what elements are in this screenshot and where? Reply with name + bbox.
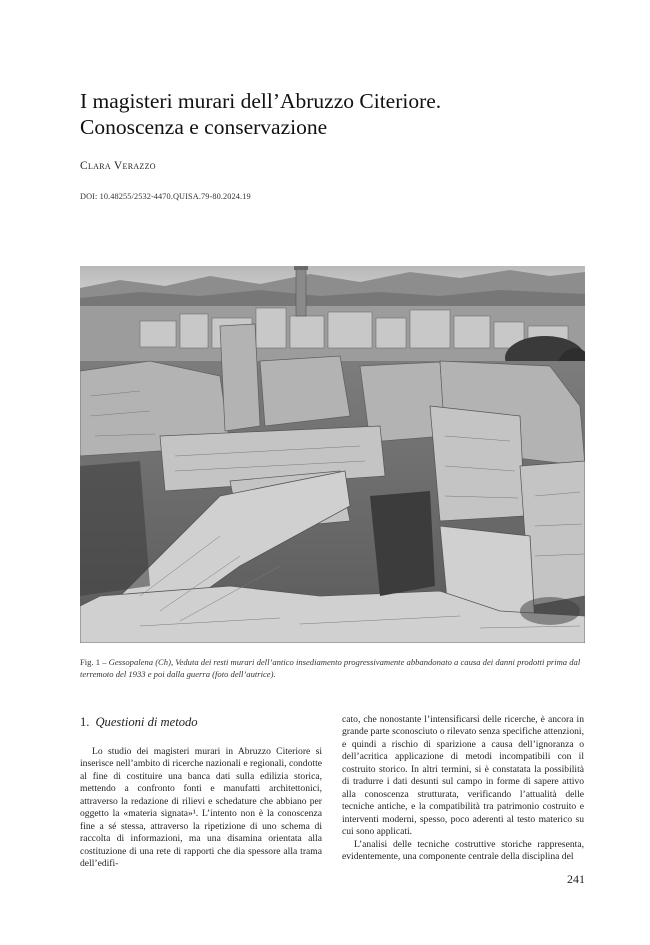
ruins-photo-illustration (80, 266, 585, 643)
doi-line: DOI: 10.48255/2532-4470.QUISA.79-80.2024.19 (80, 192, 251, 201)
page-number: 241 (567, 872, 585, 886)
title-line-1: I magisteri murari dell’Abruzzo Citeriore. (80, 89, 442, 113)
body-column-right (342, 714, 584, 863)
paragraph-right-2: L’analisi delle tecniche costruttive storiche rappresenta, evidentemente, una componente centrale della disciplina del (342, 838, 584, 862)
figure-caption (80, 656, 585, 680)
caption-place: Gessopalena (Ch) (108, 657, 171, 667)
paragraph-left: Lo studio dei magisteri murari in Abruzzo Citeriore si inserisce nell’ambito di ricerche nazionali e regionali, condotte al fine di costituire una banca dati sulla edilizia storica, mettendo a confronto fonti e manufatti architettonici, attraverso la redazione di rilievi e schedature che abbiano per oggetto la «materia signata»¹. L’intento non è la conoscenza fine a sé stessa, attraverso la ripetizione di uno schema di raccolta di informazioni, ma una disamina orientata alla costituzione di una rete di rapporti che dia spessore alla trama dell’edifi- (80, 746, 322, 870)
figure-photo (80, 266, 585, 643)
section-title: Questioni di metodo (95, 715, 198, 729)
section-number: 1. (80, 715, 90, 729)
caption-label: Fig. 1 – (80, 657, 109, 667)
body-column-left (80, 714, 322, 871)
author-name: Clara Verazzo (80, 160, 156, 172)
section-heading (80, 714, 322, 730)
caption-description: , Veduta dei resti murari dell’antico insediamento progressivamente abbandonato a causa dei danni prodotti prima dal terremoto del 1933 e poi dalla guerra (foto dell’autrice). (80, 657, 581, 679)
paragraph-right-1: cato, che nonostante l’intensificarsi delle ricerche, è ancora in grande parte sconosciuto o rilevato senza specifiche attenzioni, e quindi a rischio di sparizione a causa dell’ignoranza o dell’acritica applicazione di metodi incompatibili con il costruito storico. In altri termini, si è constatata la possibilità di tradurre i dati desunti sul campo in forme di sapere attivo alla conoscenza strutturata, verificando l’attualità delle tecniche antiche, e la compatibilità tra patrimonio costruito e interventi moderni, spesso, poco aderenti al testo materico su cui sono applicati. (342, 714, 584, 838)
title-line-2: Conoscenza e conservazione (80, 115, 328, 139)
article-title (80, 88, 580, 140)
